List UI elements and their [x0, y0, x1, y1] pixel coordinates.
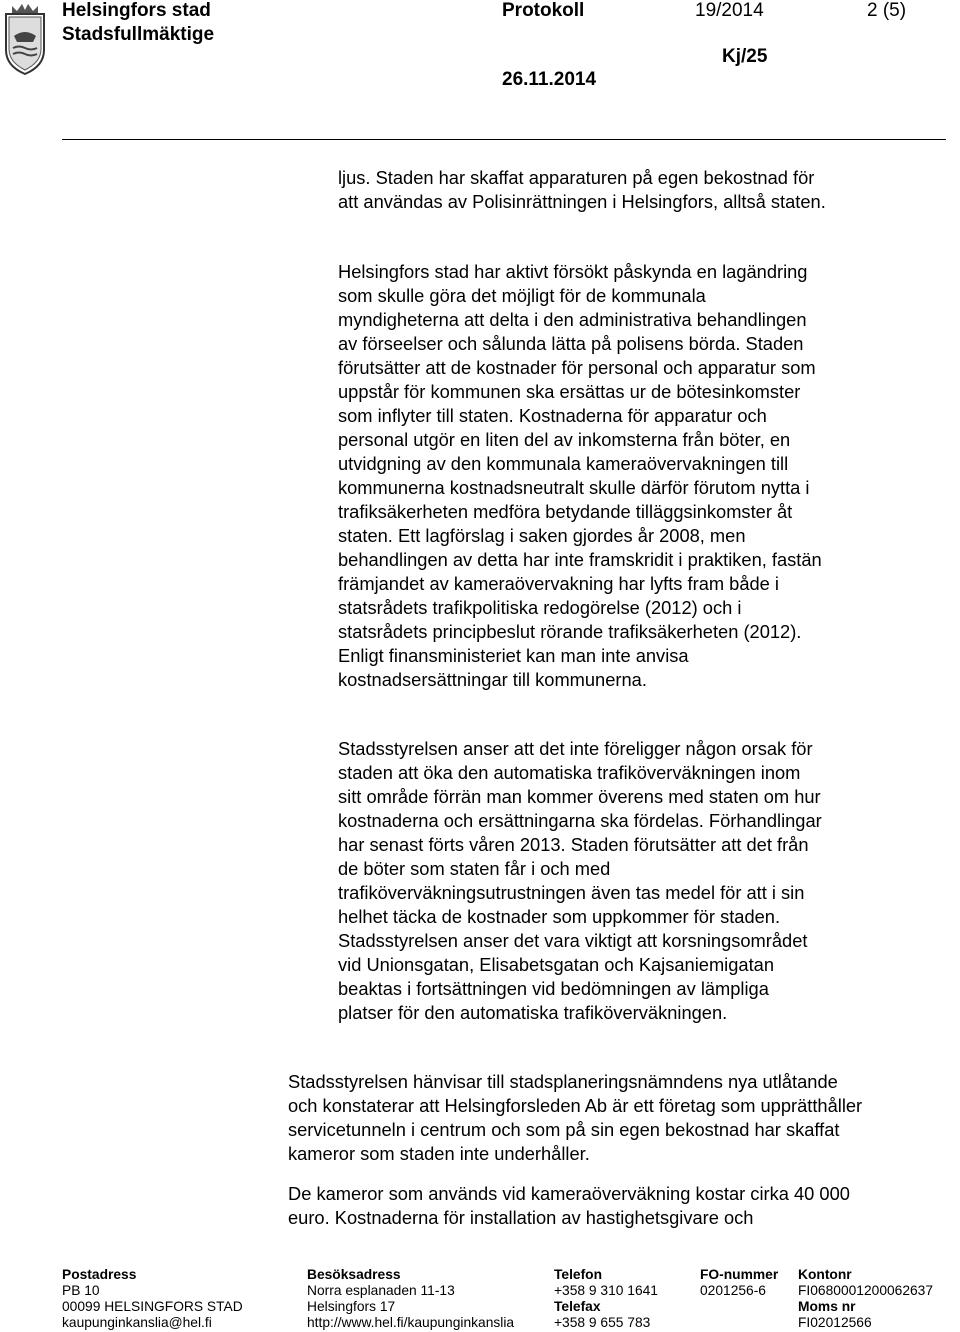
org-name: Helsingfors stad: [62, 0, 211, 21]
footer-postal-city: 00099 HELSINGFORS STAD: [62, 1299, 243, 1314]
document-type: Protokoll: [502, 0, 585, 21]
org-body: Stadsfullmäktige: [62, 24, 215, 45]
paragraph-2: Helsingfors stad har aktivt försökt påskynda en lagändring som skulle göra det möjligt för de kommunala myndigheterna att delta i den administrativa behandlingen av förseelser och sålunda lätta på polisens börda. Staden förutsätter att de kostnader för personal och apparatur som uppstår för kommunen ska ersättas ur de bötesinkomster som inflyter till staten. Kostnaderna för apparatur och personal utgör en liten del av inkomsterna från böter, en utvidgning av den kommunala kameraövervakningen till kommunerna kostnadsneutralt skulle därför förutom nytta i trafiksäkerheten medföra betydande tilläggsinkomster åt staten. Ett lagförslag i saken gjordes år 2008, men behandlingen av detta har inte framskridit i praktiken, fastän främjandet av kameraövervakning har lyfts fram både i statsrådets trafikpolitiska redogörelse (2012) och i statsrådets principbeslut rörande trafiksäkerheten (2012). Enligt finansministeriet kan man inte anvisa kostnadsersättningar till kommunerna.: [338, 261, 822, 690]
footer-account-number: FI0680001200062637: [798, 1283, 934, 1298]
footer-phone: [554, 1267, 658, 1331]
footer-account: [798, 1267, 933, 1331]
footer-postal-box: PB 10: [62, 1283, 100, 1298]
footer-account-heading: Kontonr: [798, 1267, 852, 1282]
case-reference: Kj/25: [722, 46, 768, 67]
footer-visit-heading: Besöksadress: [307, 1267, 401, 1282]
footer-vat-number: FI02012566: [798, 1315, 872, 1330]
page-number: 2 (5): [867, 0, 907, 21]
footer-vat-heading: Moms nr: [798, 1299, 856, 1314]
footer-website: http://www.hel.fi/kaupunginkanslia: [307, 1315, 515, 1330]
footer-postal: [62, 1267, 243, 1331]
footer-business-id-value: 0201256-6: [700, 1283, 766, 1298]
paragraph-1: ljus. Staden har skaffat apparaturen på egen bekostnad för att användas av Polisinrättningen i Helsingfors, alltså staten.: [338, 167, 826, 212]
footer-visit: [307, 1267, 514, 1331]
city-crest-logo: [0, 0, 50, 76]
paragraph-3: Stadsstyrelsen anser att det inte föreligger någon orsak för staden att öka den automatiska trafiköverväkningen inom sitt område förrän man kommer överens med staten om hur kostnaderna och ersättningarna ska fördelas. Förhandlingar har senast förts våren 2013. Staden förutsätter att det från de böter som staten får i och med trafiköverväkningsutrustningen även tas medel för att i sin helhet täcka de kostnader som uppkommer för staden. Stadsstyrelsen anser det vara viktigt att korsningsområdet vid Unionsgatan, Elisabetsgatan och Kajsaniemigatan beaktas i fortsättningen vid bedömningen av lämpliga platser för den automatiska trafiköverväkningen.: [338, 738, 822, 1023]
footer-postal-heading: Postadress: [62, 1267, 137, 1282]
header-divider: [62, 139, 946, 140]
footer-email: kaupunginkanslia@hel.fi: [62, 1315, 212, 1330]
document-number: 19/2014: [695, 0, 764, 21]
footer-visit-city: Helsingfors 17: [307, 1299, 396, 1314]
footer-business-id: [700, 1267, 778, 1299]
footer-visit-street: Norra esplanaden 11-13: [307, 1283, 455, 1298]
footer-fax-number: +358 9 655 783: [554, 1315, 651, 1330]
paragraph-5: De kameror som används vid kameraöverväkning kostar cirka 40 000 euro. Kostnaderna för installation av hastighetsgivare och: [288, 1183, 850, 1228]
footer-phone-heading: Telefon: [554, 1267, 603, 1282]
footer-phone-number: +358 9 310 1641: [554, 1283, 658, 1298]
footer-business-id-heading: FO-nummer: [700, 1267, 779, 1282]
paragraph-4: Stadsstyrelsen hänvisar till stadsplaneringsnämndens nya utlåtande och konstaterar att Helsingforsleden Ab är ett företag som upprätthåller servicetunneln i centrum och som på sin egen bekostnad har skaffat kameror som staden inte underhåller.: [288, 1071, 863, 1164]
meeting-date: 26.11.2014: [502, 69, 597, 90]
footer-fax-heading: Telefax: [554, 1299, 601, 1314]
